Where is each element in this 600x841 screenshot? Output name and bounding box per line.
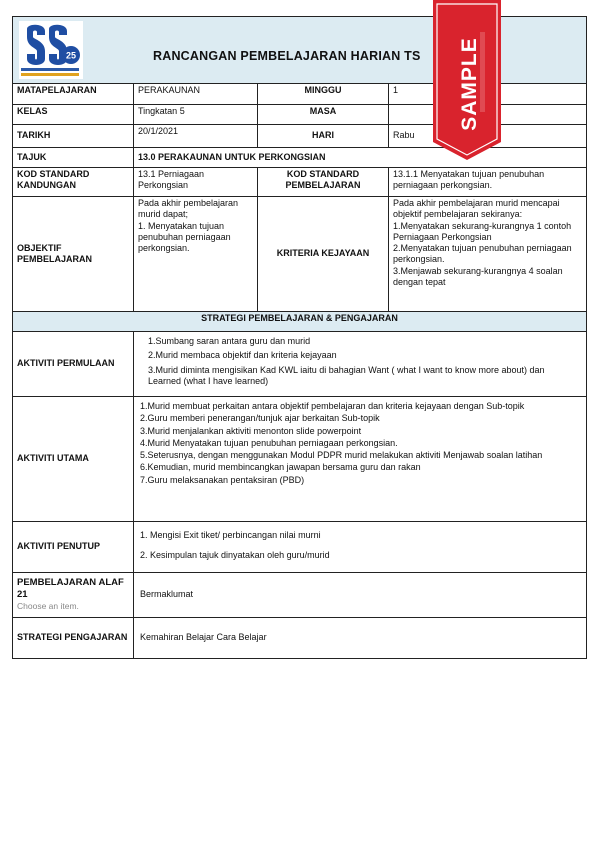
value-aktiviti-penutup[interactable] — [134, 522, 587, 573]
list-item: 2.Murid membaca objektif dan kriteria kejayaan — [148, 350, 337, 361]
objektif-intro: Pada akhir pembelajaran murid dapat; — [138, 198, 239, 220]
label-aktiviti-penutup: AKTIVITI PENUTUP — [13, 522, 134, 573]
value-kod-standard-kandungan[interactable]: 13.1 Perniagaan Perkongsian — [134, 168, 258, 197]
list-item: 2.Guru memberi penerangan/tunjuk ajar berkaitan Sub-topik — [140, 413, 380, 424]
pembelajaran-abad-label: PEMBELAJARAN ALAF 21 — [17, 577, 124, 600]
value-aktiviti-utama[interactable] — [134, 397, 587, 522]
value-minggu[interactable]: 1 — [389, 84, 587, 105]
row-strategi-pengajaran — [13, 618, 587, 659]
label-masa: MASA — [258, 105, 389, 125]
value-kod-standard-pembelajaran[interactable]: 13.1.1 Menyatakan tujuan penubuhan perniagaan perkongsian. — [389, 168, 587, 197]
label-aktiviti-permulaan: AKTIVITI PERMULAAN — [13, 332, 134, 397]
label-hari: HARI — [258, 125, 389, 148]
lesson-plan-sheet — [12, 16, 588, 659]
label-tarikh: TARIKH — [13, 125, 134, 148]
row-strategi-header — [13, 312, 587, 332]
list-item: 1.Sumbang saran antara guru dan murid — [148, 336, 311, 346]
kriteria-item: 1.Menyatakan sekurang-kurangnya 1 contoh Perniagaan Perkongsian — [393, 220, 572, 242]
label-kod-standard-pembelajaran: KOD STANDARD PEMBELAJARAN — [258, 168, 389, 197]
page-title: RANCANGAN PEMBELAJARAN HARIAN TS — [153, 49, 421, 63]
label-strategi-pengajaran: STRATEGI PENGAJARAN — [13, 618, 134, 659]
label-minggu: MINGGU — [258, 84, 389, 105]
label-matapelajaran: MATAPELAJARAN — [13, 84, 134, 105]
value-objektif-pembelajaran[interactable] — [134, 197, 258, 312]
ribbon-text: SAMPLE — [458, 37, 481, 131]
row-pembelajaran-abad — [13, 573, 587, 618]
value-kriteria-kejayaan[interactable] — [389, 197, 587, 312]
list-item: 3.Murid menjalankan aktiviti menonton slide powerpoint — [140, 425, 362, 436]
strategi-header: STRATEGI PEMBELAJARAN & PENGAJARAN — [13, 312, 587, 332]
value-kelas[interactable]: Tingkatan 5 — [134, 105, 258, 125]
kriteria-item: 3.Menjawab sekurang-kurangnya 4 soalan dengan tepat — [393, 265, 563, 287]
value-hari[interactable]: Rabu — [389, 125, 587, 148]
ribbon-stripe — [480, 32, 485, 112]
list-item: 1. Mengisi Exit tiket/ perbincangan nilai murni — [140, 530, 321, 541]
list-item: 7.Guru melaksanakan pentaksiran (PBD) — [140, 474, 305, 485]
row-aktiviti-penutup — [13, 522, 587, 573]
school-logo — [19, 21, 83, 79]
label-tajuk: TAJUK — [13, 148, 134, 168]
value-strategi-pengajaran[interactable]: Kemahiran Belajar Cara Belajar — [134, 618, 587, 659]
row-objektif — [13, 197, 587, 312]
row-kod-standard — [13, 168, 587, 197]
list-item: 5.Seterusnya, dengan menggunakan Modul PDPR murid melakukan aktiviti Menjawab soalan latihan — [140, 450, 543, 460]
list-item: 2. Kesimpulan tajuk dinyatakan oleh guru/murid — [140, 549, 330, 560]
kriteria-intro: Pada akhir pembelajaran murid mencapai objektif pembelajaran sekiranya: — [393, 198, 560, 220]
label-objektif-pembelajaran: OBJEKTIF PEMBELAJARAN — [13, 197, 134, 312]
label-pembelajaran-abad — [13, 573, 134, 618]
value-matapelajaran[interactable]: PERAKAUNAN — [134, 84, 258, 105]
value-aktiviti-permulaan[interactable] — [134, 332, 587, 397]
list-item: 6.Kemudian, murid membincangkan jawapan bersama guru dan rakan — [140, 462, 421, 473]
value-tajuk[interactable]: 13.0 PERAKAUNAN UNTUK PERKONGSIAN — [134, 148, 587, 168]
kriteria-item: 2.Menyatakan tujuan penubuhan perniagaan perkongsian. — [393, 243, 572, 265]
sample-ribbon — [433, 0, 501, 160]
choose-item-placeholder[interactable]: Choose an item. — [17, 600, 79, 611]
value-tarikh[interactable]: 20/1/2021 — [134, 125, 258, 148]
value-pembelajaran-abad[interactable]: Bermaklumat — [134, 573, 587, 618]
label-kod-standard-kandungan: KOD STANDARD KANDUNGAN — [13, 168, 134, 197]
list-item: 1.Murid membuat perkaitan antara objektif pembelajaran dan kriteria kejayaan dengan Sub-topik — [140, 401, 525, 411]
logo-number: 25 — [65, 50, 77, 61]
label-aktiviti-utama: AKTIVITI UTAMA — [13, 397, 134, 522]
row-aktiviti-utama — [13, 397, 587, 522]
row-aktiviti-permulaan — [13, 332, 587, 397]
list-item: 3.Murid diminta mengisikan Kad KWL iaitu di bahagian Want ( what I want to know more about) dan Learned (what I have learned) — [148, 364, 545, 386]
label-kelas: KELAS — [13, 105, 134, 125]
list-item: 4.Murid Menyatakan tujuan penubuhan perniagaan perkongsian. — [140, 437, 398, 448]
objektif-item: 1. Menyatakan tujuan penubuhan perniagaan perkongsian. — [138, 220, 231, 253]
label-kriteria-kejayaan: KRITERIA KEJAYAAN — [258, 197, 389, 312]
